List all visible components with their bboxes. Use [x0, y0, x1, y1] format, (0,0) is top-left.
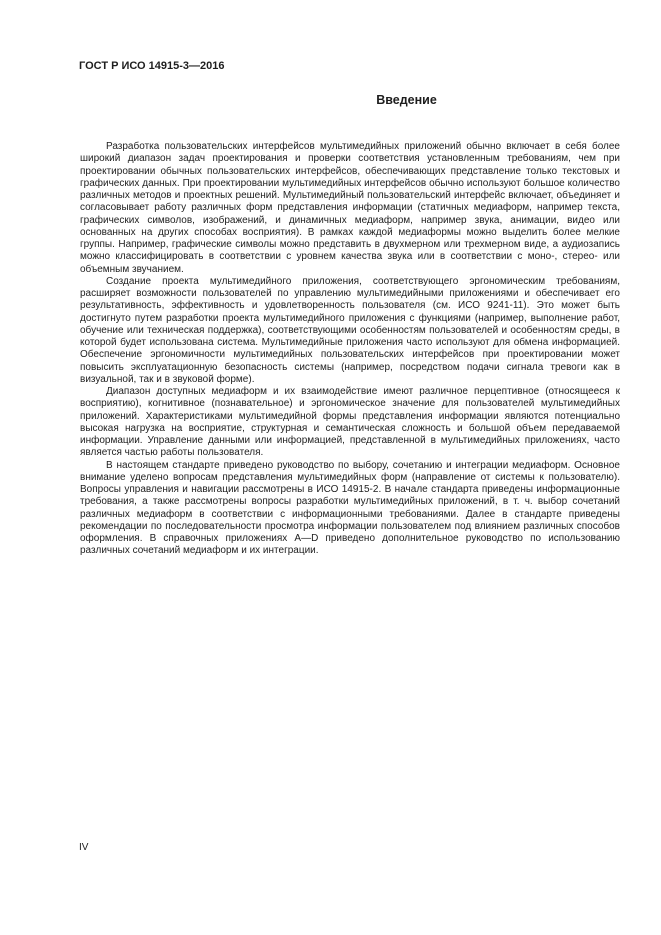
- paragraph-2: Создание проекта мультимедийного приложения, соответствующего эргономическим требованиям, расширяет возможности пользователей по управлению мультимедийными приложениями и обеспечивает его результативность, эффективность и удовлетворенность пользователя (см. ИСО 9241-11). Это может быть достигнуто путем разработки проекта мультимедийного приложения с функциями (например, выполнение работ, обучение или техническая поддержка), соответствующими особенностям пользователей и особенностям среды, в которой будет использована система. Мультимедийные приложения часто используют для обмена информацией. Обеспечение эргономичности мультимедийных пользовательских интерфейсов при проектировании может повысить эксплуатационную безопасность системы (например, посредством подачи сигнала тревоги как в визуальной, так и в звуковой форме).: [80, 275, 620, 385]
- paragraph-3: Диапазон доступных медиаформ и их взаимодействие имеют различное перцептивное (относящееся к восприятию), когнитивное (познавательное) и эргономическое значение для пользователей мультимедийных приложений. Характеристиками мультимедийной формы представления информации являются потенциально высокая нагрузка на восприятие, структурная и семантическая сложность и большой объем передаваемой информации. Управление данными или информацией, представленной в мультимедийных приложениях, часто является частью работы пользователя.: [80, 386, 620, 459]
- section-title: Введение: [376, 93, 437, 107]
- document-header: ГОСТ Р ИСО 14915-3—2016: [79, 60, 225, 72]
- paragraph-1: Разработка пользовательских интерфейсов мультимедийных приложений обычно включает в себя более широкий диапазон задач проектирования и проверки соответствия установленным требованиям, чем при проектировании обычных пользовательских интерфейсов, обеспечивающих представление только текстовых и графических данных. При проектировании мультимедийных интерфейсов обычно используют большое количество различных методов и проектных решений. Мультимедийный пользовательский интерфейс включает, объединяет и согласовывает работу различных форм представления информации (статичных медиаформ, например текста, графических символов, изображений, и динамичных медиаформ, например звука, анимации, видео или основанных на других способах восприятия). В рамках каждой медиаформы можно выделить более мелкие группы. Например, графические символы можно представить в двухмерном или трехмерном виде, а аудиозапись можно классифицировать в соответствии с уровнем качества звука или в соответствии с моно-, стерео- или объемным звучанием.: [80, 141, 620, 275]
- page-number: IV: [79, 842, 89, 853]
- paragraph-4: В настоящем стандарте приведено руководство по выбору, сочетанию и интеграции медиаформ. Основное внимание уделено вопросам представления мультимедийных форм (направление от системы к пользователю). Вопросы управления и навигации рассмотрены в ИСО 14915-2. В начале стандарта приведены информационные требования, а также рассмотрены вопросы разработки мультимедийных приложений, в т. ч. выбор сочетаний различных медиаформ в соответствии с информационными требованиями. Далее в стандарте приведены рекомендации по последовательности просмотра информации пользователем под влиянием различных способов оформления. В справочных приложениях А—D приведено дополнительное руководство по использованию различных сочетаний медиаформ и их интеграции.: [80, 459, 620, 557]
- introduction-body: [80, 141, 620, 558]
